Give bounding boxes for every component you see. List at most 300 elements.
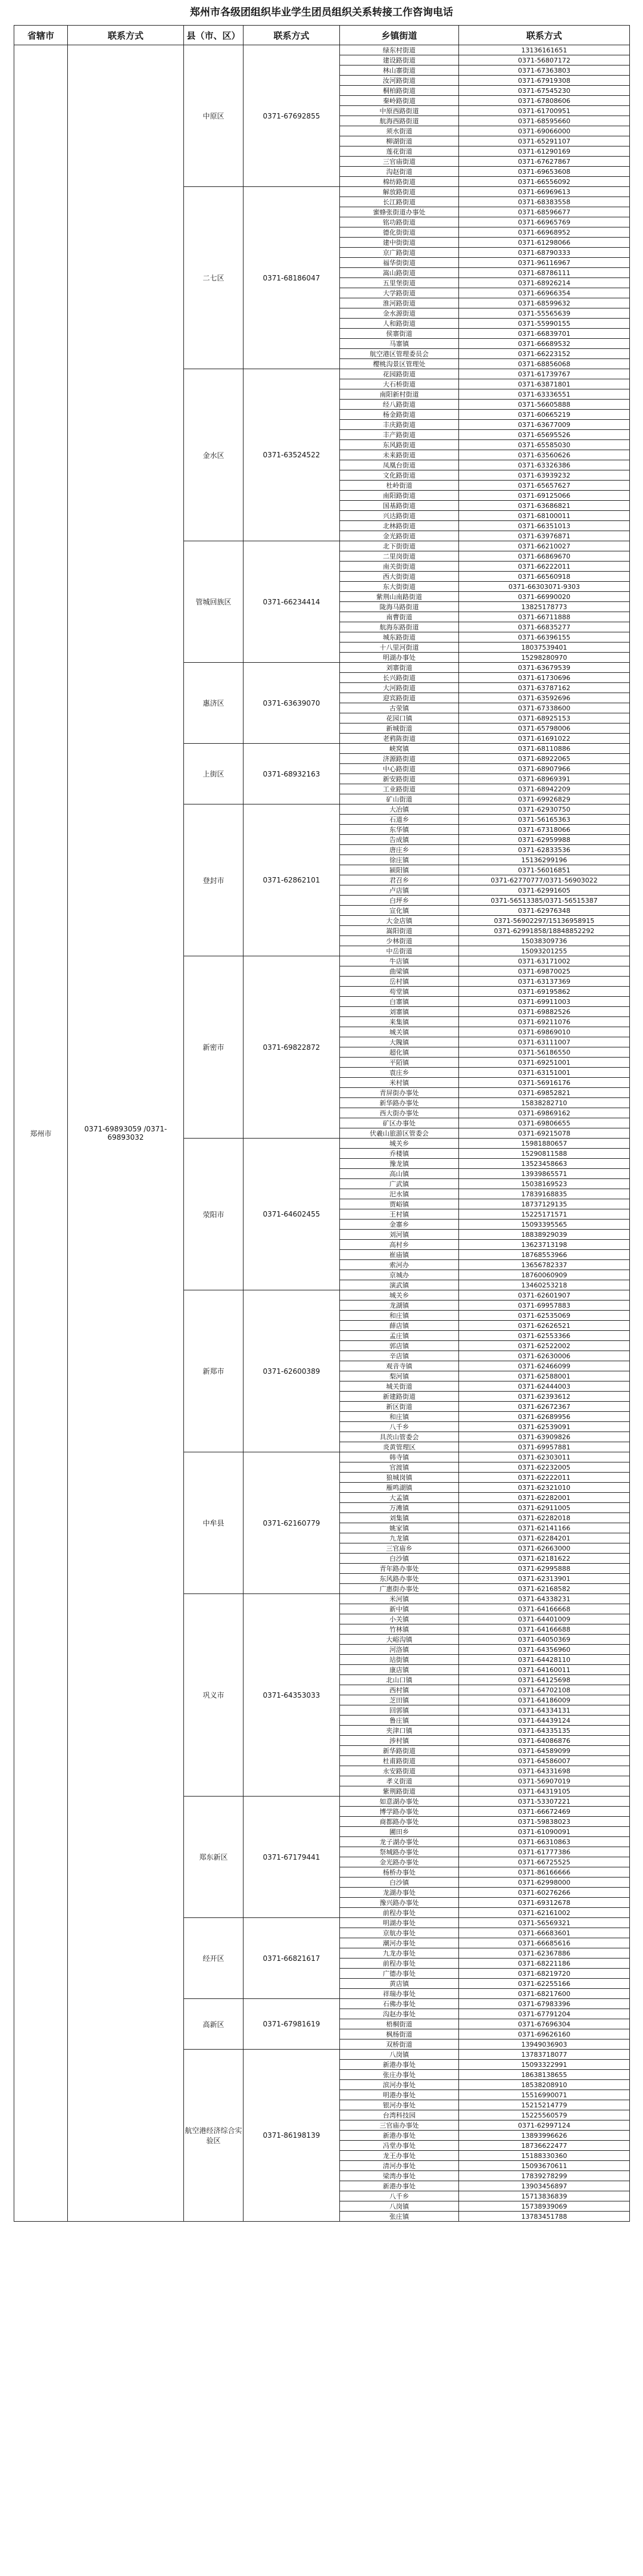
street-name: 牛店镇 xyxy=(340,956,459,966)
street-name: 博学路办事处 xyxy=(340,1807,459,1817)
street-name: 和庄镇 xyxy=(340,1412,459,1422)
street-contact: 0371-64401009 xyxy=(459,1614,630,1624)
street-name: 花园口镇 xyxy=(340,713,459,723)
street-contact: 0371-63137369 xyxy=(459,977,630,987)
county-name: 惠济区 xyxy=(184,663,244,744)
street-contact: 15188330360 xyxy=(459,2151,630,2161)
street-name: 福华街街道 xyxy=(340,258,459,268)
street-contact: 0371-66210027 xyxy=(459,541,630,551)
street-contact: 0371-62991858/18848852292 xyxy=(459,926,630,936)
county-contact: 0371-66821617 xyxy=(244,1918,340,1999)
street-contact: 15038309736 xyxy=(459,936,630,946)
street-contact: 0371-65798006 xyxy=(459,723,630,734)
street-name: 西大街街道 xyxy=(340,572,459,582)
street-name: 银河办事处 xyxy=(340,2100,459,2110)
street-name: 新华路街道 xyxy=(340,1746,459,1756)
street-contact: 0371-62535069 xyxy=(459,1311,630,1321)
street-contact: 15215214779 xyxy=(459,2100,630,2110)
street-contact: 15981880657 xyxy=(459,1139,630,1149)
street-contact: 0371-66869670 xyxy=(459,551,630,562)
street-contact: 0371-68942209 xyxy=(459,784,630,794)
header-street-contact: 联系方式 xyxy=(459,26,630,45)
street-name: 凤凰台街道 xyxy=(340,460,459,470)
street-name: 西大街办事处 xyxy=(340,1108,459,1118)
street-name: 十八里河街道 xyxy=(340,643,459,653)
county-name: 二七区 xyxy=(184,187,244,369)
street-contact: 0371-66556092 xyxy=(459,177,630,187)
street-name: 刘河镇 xyxy=(340,1230,459,1240)
street-name: 狼城岗镇 xyxy=(340,1473,459,1483)
street-name: 迎宾路街道 xyxy=(340,693,459,703)
street-name: 桐柏路街道 xyxy=(340,86,459,96)
street-contact: 0371-63560626 xyxy=(459,450,630,460)
street-name: 北林路街道 xyxy=(340,521,459,531)
street-name: 芝田镇 xyxy=(340,1695,459,1705)
street-contact: 0371-63111007 xyxy=(459,1037,630,1047)
street-contact: 0371-69066000 xyxy=(459,126,630,136)
street-contact: 0371-62321010 xyxy=(459,1483,630,1493)
street-name: 新建路街道 xyxy=(340,1392,459,1402)
street-contact: 13949036903 xyxy=(459,2039,630,2050)
street-name: 双桥街道 xyxy=(340,2039,459,2050)
street-name: 南阳路街道 xyxy=(340,491,459,501)
street-contact: 15738939069 xyxy=(459,2201,630,2212)
street-contact: 0371-65585030 xyxy=(459,440,630,450)
street-contact: 0371-67318066 xyxy=(459,825,630,835)
street-contact: 0371-61700951 xyxy=(459,106,630,116)
street-name: 广德办事处 xyxy=(340,1969,459,1979)
street-contact: 13656782337 xyxy=(459,1260,630,1270)
street-name: 高村乡 xyxy=(340,1240,459,1250)
street-contact: 0371-68925153 xyxy=(459,713,630,723)
street-name: 二里岗街道 xyxy=(340,551,459,562)
street-contact: 0371-64586007 xyxy=(459,1756,630,1766)
street-contact: 0371-65657627 xyxy=(459,481,630,491)
street-contact: 0371-66303071-9303 xyxy=(459,582,630,592)
street-name: 三官庙街道 xyxy=(340,157,459,167)
street-name: 卢店镇 xyxy=(340,885,459,896)
street-name: 花园路街道 xyxy=(340,369,459,379)
street-name: 曲梁镇 xyxy=(340,966,459,977)
county-name: 荥阳市 xyxy=(184,1139,244,1290)
street-name: 孝义街道 xyxy=(340,1776,459,1786)
street-contact: 0371-59838023 xyxy=(459,1817,630,1827)
street-contact: 0371-68595660 xyxy=(459,116,630,126)
street-contact: 0371-67338600 xyxy=(459,703,630,713)
street-contact: 0371-62313901 xyxy=(459,1574,630,1584)
street-contact: 0371-68383558 xyxy=(459,197,630,207)
street-contact: 0371-69926829 xyxy=(459,794,630,804)
street-name: 文化路街道 xyxy=(340,470,459,481)
street-contact: 0371-69806655 xyxy=(459,1118,630,1128)
street-contact: 0371-68596677 xyxy=(459,207,630,217)
street-name: 白寨镇 xyxy=(340,997,459,1007)
street-contact: 0371-66839701 xyxy=(459,329,630,339)
street-contact: 0371-64319105 xyxy=(459,1786,630,1797)
street-name: 长兴路街道 xyxy=(340,673,459,683)
street-contact: 0371-61298066 xyxy=(459,238,630,248)
street-contact: 0371-67627867 xyxy=(459,157,630,167)
street-name: 刘寨街道 xyxy=(340,663,459,673)
street-name: 须水街道 xyxy=(340,126,459,136)
street-contact: 0371-62232005 xyxy=(459,1462,630,1473)
county-contact: 0371-67692855 xyxy=(244,45,340,187)
street-name: 中岳街道 xyxy=(340,946,459,956)
street-contact: 0371-66222011 xyxy=(459,562,630,572)
street-name: 广惠街办事处 xyxy=(340,1584,459,1594)
street-name: 高山镇 xyxy=(340,1169,459,1179)
street-name: 三官庙乡 xyxy=(340,1543,459,1554)
street-contact: 0371-62672367 xyxy=(459,1402,630,1412)
street-name: 和庄镇 xyxy=(340,1311,459,1321)
street-name: 唐庄乡 xyxy=(340,845,459,855)
street-contact: 0371-62689956 xyxy=(459,1412,630,1422)
street-name: 龙湖办事处 xyxy=(340,1888,459,1898)
street-name: 东风路街道 xyxy=(340,440,459,450)
street-contact: 0371-66711888 xyxy=(459,612,630,622)
street-name: 贾峪镇 xyxy=(340,1199,459,1209)
street-name: 王村镇 xyxy=(340,1209,459,1220)
street-name: 徐庄镇 xyxy=(340,855,459,865)
street-contact: 0371-69211076 xyxy=(459,1017,630,1027)
street-name: 沟赵办事处 xyxy=(340,2009,459,2019)
street-contact: 0371-61777386 xyxy=(459,1847,630,1857)
street-contact: 15516990071 xyxy=(459,2090,630,2100)
page-title: 郑州市各级团组织毕业学生团员组织关系转接工作咨询电话 xyxy=(190,7,453,18)
street-name: 马寨镇 xyxy=(340,339,459,349)
street-contact: 0371-61290169 xyxy=(459,146,630,157)
city-name: 郑州市 xyxy=(14,45,68,2222)
street-name: 来集镇 xyxy=(340,1017,459,1027)
street-name: 嵩山路街道 xyxy=(340,268,459,278)
street-contact: 0371-66672469 xyxy=(459,1807,630,1817)
street-name: 宣化镇 xyxy=(340,906,459,916)
street-name: 颍阳镇 xyxy=(340,865,459,875)
street-name: 万滩镇 xyxy=(340,1503,459,1513)
street-contact: 0371-63592696 xyxy=(459,693,630,703)
street-name: 前程办事处 xyxy=(340,1908,459,1918)
street-name: 铭功路街道 xyxy=(340,217,459,227)
street-contact: 0371-68922065 xyxy=(459,754,630,764)
street-contact: 0371-64166688 xyxy=(459,1624,630,1635)
street-name: 青年路办事处 xyxy=(340,1564,459,1574)
street-contact: 0371-67983396 xyxy=(459,1999,630,2009)
street-contact: 0371-63871801 xyxy=(459,379,630,389)
street-name: 清河办事处 xyxy=(340,2161,459,2171)
street-name: 孟庄镇 xyxy=(340,1331,459,1341)
street-contact: 0371-63171002 xyxy=(459,956,630,966)
street-contact: 15038169523 xyxy=(459,1179,630,1189)
street-name: 明湖办事处 xyxy=(340,653,459,663)
street-contact: 0371-56016851 xyxy=(459,865,630,875)
street-contact: 0371-69215078 xyxy=(459,1128,630,1139)
table-header-row xyxy=(14,26,630,45)
street-name: 新港办事处 xyxy=(340,2060,459,2070)
header-city: 省辖市 xyxy=(14,26,68,45)
street-contact: 17839168835 xyxy=(459,1189,630,1199)
street-contact: 15136299196 xyxy=(459,855,630,865)
street-name: 矿区办事处 xyxy=(340,1118,459,1128)
street-name: 索河办 xyxy=(340,1260,459,1270)
street-contact: 0371-62161002 xyxy=(459,1908,630,1918)
street-name: 丰产路街道 xyxy=(340,430,459,440)
street-name: 矿山街道 xyxy=(340,794,459,804)
header-county: 县（市、区） xyxy=(184,26,244,45)
county-name: 新密市 xyxy=(184,956,244,1139)
street-contact: 0371-69312678 xyxy=(459,1898,630,1908)
street-name: 姚家镇 xyxy=(340,1523,459,1533)
street-contact: 0371-65695526 xyxy=(459,430,630,440)
header-city-contact: 联系方式 xyxy=(68,26,184,45)
street-name: 人和路街道 xyxy=(340,319,459,329)
street-name: 韩寺镇 xyxy=(340,1452,459,1462)
street-contact: 0371-64334131 xyxy=(459,1705,630,1716)
street-contact: 0371-62959988 xyxy=(459,835,630,845)
street-contact: 0371-62626521 xyxy=(459,1321,630,1331)
street-name: 薛店镇 xyxy=(340,1321,459,1331)
street-contact: 0371-56916176 xyxy=(459,1078,630,1088)
street-name: 航海东路街道 xyxy=(340,622,459,632)
street-name: 永安路街道 xyxy=(340,1766,459,1776)
street-name: 苟堂镇 xyxy=(340,987,459,997)
county-name: 管城回族区 xyxy=(184,541,244,663)
street-contact: 0371-68926214 xyxy=(459,278,630,288)
county-contact: 0371-69822872 xyxy=(244,956,340,1139)
street-name: 张庄办事处 xyxy=(340,2070,459,2080)
street-name: 沟赵街道 xyxy=(340,167,459,177)
street-contact: 18037539401 xyxy=(459,643,630,653)
county-name: 上街区 xyxy=(184,744,244,804)
street-contact: 15713836839 xyxy=(459,2191,630,2201)
street-contact: 0371-56907019 xyxy=(459,1776,630,1786)
street-name: 平陌镇 xyxy=(340,1058,459,1068)
county-name: 航空港经济综合实验区 xyxy=(184,2050,244,2222)
street-contact: 0371-68790333 xyxy=(459,248,630,258)
county-contact: 0371-68932163 xyxy=(244,744,340,804)
street-contact: 0371-62998000 xyxy=(459,1878,630,1888)
street-contact: 0371-64186009 xyxy=(459,1695,630,1705)
street-contact: 0371-69125066 xyxy=(459,491,630,501)
street-contact: 0371-67791204 xyxy=(459,2009,630,2019)
street-contact: 0371-62466099 xyxy=(459,1361,630,1371)
street-contact: 0371-68599632 xyxy=(459,298,630,308)
street-contact: 0371-62770777/0371-56903022 xyxy=(459,875,630,885)
county-contact: 0371-68186047 xyxy=(244,187,340,369)
street-name: 樱桃沟景区管理处 xyxy=(340,359,459,369)
street-contact: 0371-64589099 xyxy=(459,1746,630,1756)
street-name: 长江路街道 xyxy=(340,197,459,207)
street-name: 河洛镇 xyxy=(340,1645,459,1655)
street-name: 白沙镇 xyxy=(340,1878,459,1888)
street-contact: 0371-64160011 xyxy=(459,1665,630,1675)
street-contact: 0371-69195862 xyxy=(459,987,630,997)
street-name: 伏羲山旅游区管委会 xyxy=(340,1128,459,1139)
street-name: 京城办 xyxy=(340,1270,459,1280)
county-name: 经开区 xyxy=(184,1918,244,1999)
street-name: 德化街街道 xyxy=(340,227,459,238)
street-contact: 18838929039 xyxy=(459,1230,630,1240)
street-name: 梨河镇 xyxy=(340,1371,459,1381)
street-contact: 0371-62393612 xyxy=(459,1392,630,1402)
street-name: 潮河办事处 xyxy=(340,1938,459,1948)
street-name: 东大街街道 xyxy=(340,582,459,592)
street-contact: 0371-56569321 xyxy=(459,1918,630,1928)
county-contact: 0371-62600389 xyxy=(244,1290,340,1452)
street-contact: 13460253218 xyxy=(459,1280,630,1290)
street-contact: 18538208910 xyxy=(459,2080,630,2090)
street-contact: 0371-61691022 xyxy=(459,734,630,744)
street-contact: 0371-67919308 xyxy=(459,76,630,86)
street-contact: 18737129135 xyxy=(459,1199,630,1209)
street-contact: 15225560579 xyxy=(459,2110,630,2120)
street-name: 大河路街道 xyxy=(340,683,459,693)
street-contact: 0371-62255166 xyxy=(459,1979,630,1989)
street-contact: 0371-62284201 xyxy=(459,1533,630,1543)
street-name: 大孟镇 xyxy=(340,1493,459,1503)
street-contact: 0371-56513385/0371-56515387 xyxy=(459,896,630,906)
street-contact: 0371-69957881 xyxy=(459,1442,630,1452)
street-contact: 0371-62539091 xyxy=(459,1422,630,1432)
street-contact: 0371-68969391 xyxy=(459,774,630,784)
street-name: 鲁庄镇 xyxy=(340,1716,459,1726)
street-contact: 0371-66396155 xyxy=(459,632,630,643)
street-name: 具茨山管委会 xyxy=(340,1432,459,1442)
street-contact: 0371-55565639 xyxy=(459,308,630,319)
street-contact: 0371-62588001 xyxy=(459,1371,630,1381)
table-body xyxy=(14,45,630,2222)
street-contact: 0371-69870025 xyxy=(459,966,630,977)
street-contact: 0371-56902297/15136958915 xyxy=(459,916,630,926)
street-contact: 0371-56186550 xyxy=(459,1047,630,1058)
street-contact: 13939865571 xyxy=(459,1169,630,1179)
street-name: 商都路办事处 xyxy=(340,1817,459,1827)
county-name: 高新区 xyxy=(184,1999,244,2050)
street-name: 国基路街道 xyxy=(340,501,459,511)
street-contact: 0371-53307221 xyxy=(459,1797,630,1807)
street-name: 杜岭街道 xyxy=(340,481,459,491)
street-contact: 0371-66966354 xyxy=(459,288,630,298)
county-contact: 0371-86198139 xyxy=(244,2050,340,2222)
street-contact: 0371-68217600 xyxy=(459,1989,630,1999)
street-name: 南阳新村街道 xyxy=(340,389,459,400)
street-contact: 0371-63679539 xyxy=(459,663,630,673)
street-contact: 0371-68219720 xyxy=(459,1969,630,1979)
street-name: 京航办事处 xyxy=(340,1928,459,1938)
street-name: 杜甫路街道 xyxy=(340,1756,459,1766)
street-name: 大金店镇 xyxy=(340,916,459,926)
street-contact: 0371-61739767 xyxy=(459,369,630,379)
street-name: 蜜蜂张街道办事处 xyxy=(340,207,459,217)
street-name: 观音寺镇 xyxy=(340,1361,459,1371)
street-name: 梧桐街道 xyxy=(340,2019,459,2029)
street-name: 金光路办事处 xyxy=(340,1857,459,1867)
street-name: 乔楼镇 xyxy=(340,1149,459,1159)
street-contact: 0371-64428110 xyxy=(459,1655,630,1665)
street-contact: 0371-62444003 xyxy=(459,1381,630,1392)
street-contact: 0371-62601907 xyxy=(459,1290,630,1301)
county-contact: 0371-63524522 xyxy=(244,369,340,541)
street-name: 紫荆山南路街道 xyxy=(340,592,459,602)
street-name: 解放路街道 xyxy=(340,187,459,197)
street-name: 新中镇 xyxy=(340,1604,459,1614)
street-contact: 0371-64331698 xyxy=(459,1766,630,1776)
street-name: 明港办事处 xyxy=(340,2090,459,2100)
street-contact: 0371-62630006 xyxy=(459,1351,630,1361)
street-name: 青屏街办事处 xyxy=(340,1088,459,1098)
street-contact: 0371-69869010 xyxy=(459,1027,630,1037)
street-contact: 0371-56807172 xyxy=(459,55,630,66)
street-name: 莲花街道 xyxy=(340,146,459,157)
county-name: 郑东新区 xyxy=(184,1797,244,1918)
street-contact: 0371-66310863 xyxy=(459,1837,630,1847)
street-contact: 0371-68786111 xyxy=(459,268,630,278)
county-name: 巩义市 xyxy=(184,1594,244,1797)
street-contact: 13783718077 xyxy=(459,2050,630,2060)
street-name: 大学路街道 xyxy=(340,288,459,298)
street-contact: 15838282710 xyxy=(459,1098,630,1108)
street-name: 祥瑞办事处 xyxy=(340,1989,459,1999)
street-name: 杨金路街道 xyxy=(340,410,459,420)
street-name: 回郭镇 xyxy=(340,1705,459,1716)
street-name: 汜水镇 xyxy=(340,1189,459,1199)
street-contact: 0371-62997124 xyxy=(459,2120,630,2131)
street-contact: 0371-62930750 xyxy=(459,804,630,815)
street-contact: 0371-67808606 xyxy=(459,96,630,106)
street-name: 柳湖街道 xyxy=(340,136,459,146)
street-name: 滨河办事处 xyxy=(340,2080,459,2090)
street-contact: 0371-62282018 xyxy=(459,1513,630,1523)
street-contact: 15093670611 xyxy=(459,2161,630,2171)
county-name: 中原区 xyxy=(184,45,244,187)
street-name: 城关镇 xyxy=(340,1027,459,1037)
street-contact: 0371-61730696 xyxy=(459,673,630,683)
street-name: 崔庙镇 xyxy=(340,1250,459,1260)
county-contact: 0371-62862101 xyxy=(244,804,340,956)
street-name: 张庄镇 xyxy=(340,2212,459,2222)
street-contact: 0371-68221186 xyxy=(459,1958,630,1969)
county-contact: 0371-67179441 xyxy=(244,1797,340,1918)
street-contact: 0371-63976871 xyxy=(459,531,630,541)
street-name: 中原西路街道 xyxy=(340,106,459,116)
street-contact: 0371-86166666 xyxy=(459,1867,630,1878)
street-name: 黄店镇 xyxy=(340,1979,459,1989)
county-contact: 0371-67981619 xyxy=(244,1999,340,2050)
street-contact: 13903456897 xyxy=(459,2181,630,2191)
street-contact: 15298280970 xyxy=(459,653,630,663)
street-name: 圃田乡 xyxy=(340,1827,459,1837)
street-name: 梁湾办事处 xyxy=(340,2171,459,2181)
street-name: 石佛办事处 xyxy=(340,1999,459,2009)
street-contact: 0371-67363803 xyxy=(459,66,630,76)
street-contact: 0371-69869162 xyxy=(459,1108,630,1118)
street-name: 五里堡街道 xyxy=(340,278,459,288)
street-name: 米村镇 xyxy=(340,1078,459,1088)
street-name: 陇海马路街道 xyxy=(340,602,459,612)
street-name: 城关乡 xyxy=(340,1139,459,1149)
street-name: 大隗镇 xyxy=(340,1037,459,1047)
street-contact: 0371-55990155 xyxy=(459,319,630,329)
street-name: 峡窝镇 xyxy=(340,744,459,754)
county-name: 金水区 xyxy=(184,369,244,541)
street-name: 大冶镇 xyxy=(340,804,459,815)
street-contact: 0371-62663000 xyxy=(459,1543,630,1554)
street-name: 袁庄乡 xyxy=(340,1068,459,1078)
street-contact: 0371-66223152 xyxy=(459,349,630,359)
street-contact: 0371-66351013 xyxy=(459,521,630,531)
county-name: 中牟县 xyxy=(184,1452,244,1594)
street-name: 新安路街道 xyxy=(340,774,459,784)
street-contact: 15093395565 xyxy=(459,1220,630,1230)
